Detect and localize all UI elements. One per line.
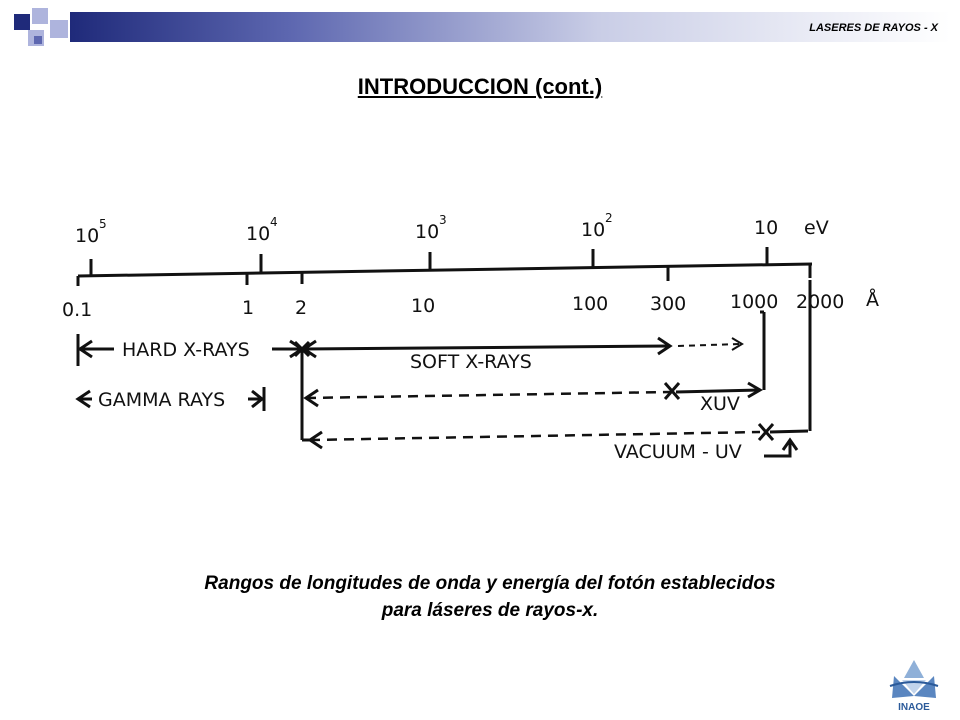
logo-text: INAOE bbox=[898, 702, 930, 713]
wavelength-tick-label: 10 bbox=[411, 295, 436, 317]
header-square-navy bbox=[14, 14, 30, 30]
axis-line bbox=[78, 264, 812, 276]
energy-tick-label: 10 bbox=[75, 225, 100, 247]
energy-tick-label: 10 bbox=[415, 221, 440, 243]
wavelength-tick-label: 100 bbox=[572, 293, 609, 315]
xuv-label: XUV bbox=[700, 393, 740, 415]
header-square-light-2 bbox=[50, 20, 68, 38]
energy-tick-exponent: 3 bbox=[439, 213, 447, 227]
energy-tick-exponent: 5 bbox=[99, 217, 107, 231]
spectrum-diagram bbox=[48, 188, 894, 480]
wavelength-tick-label: 1000 bbox=[730, 291, 779, 313]
xuv-dashed-line bbox=[306, 392, 670, 398]
caption-line-2: para láseres de rayos-x. bbox=[381, 600, 599, 621]
soft-xrays-label: SOFT X-RAYS bbox=[410, 351, 532, 373]
soft-xrays-line bbox=[304, 346, 670, 349]
energy-tick-label: 10 bbox=[754, 217, 779, 239]
wavelength-tick-label: 1 bbox=[242, 297, 255, 319]
inaoe-logo bbox=[884, 656, 944, 714]
header-square-navy-2 bbox=[34, 36, 42, 44]
soft-xrays-extension bbox=[678, 344, 740, 346]
gamma-rays-label: GAMMA RAYS bbox=[98, 389, 226, 411]
wavelength-unit-label: Å bbox=[866, 289, 879, 311]
energy-unit-label: eV bbox=[804, 217, 829, 239]
hard-xrays-label: HARD X-RAYS bbox=[122, 339, 250, 361]
wavelength-tick-label: 0.1 bbox=[62, 299, 93, 321]
header-square-light-1 bbox=[32, 8, 48, 24]
xuv-line bbox=[676, 390, 760, 392]
wavelength-tick-label: 2 bbox=[295, 297, 308, 319]
vuv-line bbox=[770, 431, 808, 432]
vacuum-uv-label: VACUUM - UV bbox=[614, 441, 742, 463]
energy-tick-label: 10 bbox=[581, 219, 606, 241]
page-title: INTRODUCCION (cont.) bbox=[357, 74, 603, 99]
caption-line-1: Rangos de longitudes de onda y energía del fotón establecidos bbox=[204, 573, 776, 594]
energy-tick-exponent: 2 bbox=[605, 211, 613, 225]
wavelength-tick-label: 2000 bbox=[796, 291, 845, 313]
energy-tick-label: 10 bbox=[246, 223, 271, 245]
wavelength-tick-label: 300 bbox=[650, 293, 687, 315]
header-title: LASERES DE RAYOS - X bbox=[809, 22, 938, 34]
vuv-dashed-line bbox=[310, 432, 760, 440]
energy-tick-exponent: 4 bbox=[270, 215, 278, 229]
figure-caption bbox=[0, 570, 960, 624]
logo-emblem-icon bbox=[890, 660, 938, 698]
